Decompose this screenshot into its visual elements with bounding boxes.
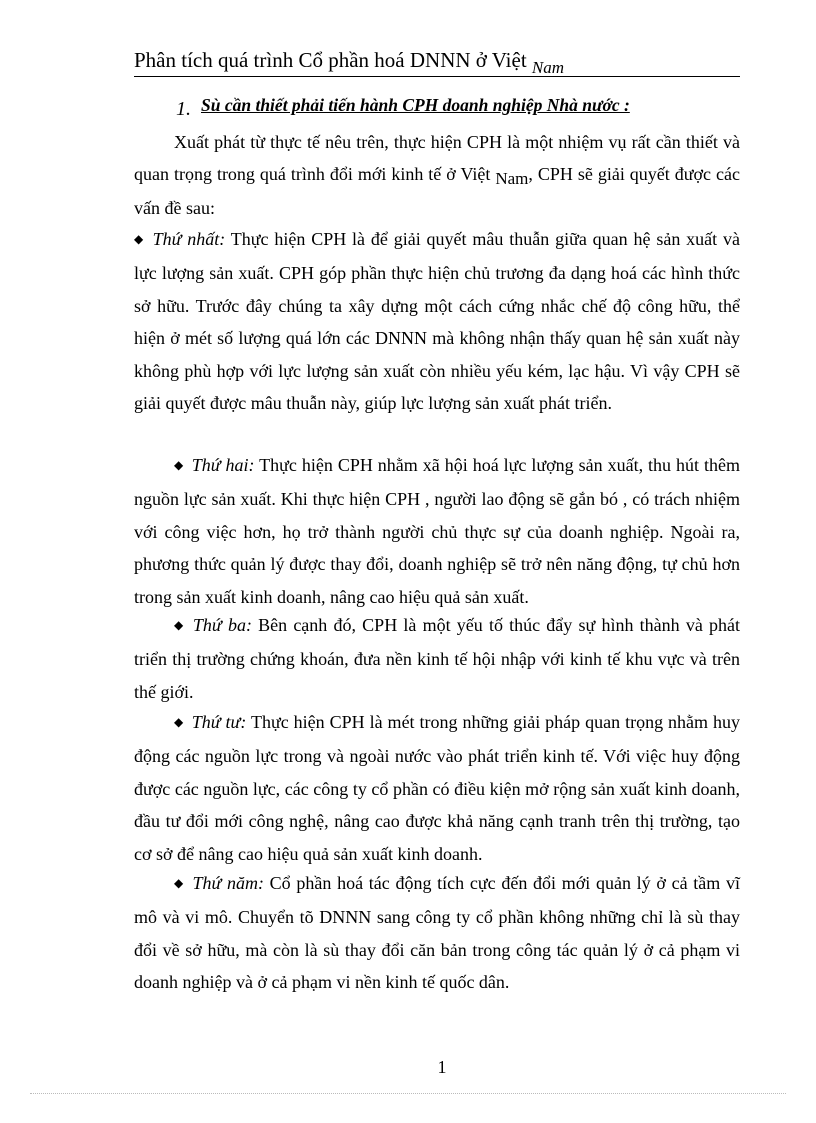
section-number: 1. (176, 98, 191, 120)
page-header (134, 46, 740, 77)
diamond-bullet-icon: ◆ (134, 232, 145, 246)
section-title: Sù cần thiết phải tiến hành CPH doanh nghiệp Nhà nước : (201, 95, 630, 115)
header-title-script: Nam (531, 58, 565, 77)
page-number: 1 (437, 1057, 447, 1077)
page-bottom-rule (30, 1093, 786, 1094)
intro-nam: Nam (495, 169, 529, 189)
intro-text-after: , CPH sẽ giải quyết được các vấn đề sau: (134, 164, 740, 218)
intro-text-before: Xuất phát từ thực tế nêu trên, thực hiện CPH là một nhiệm vụ rất cần thiết và quan trọng trong quá trình đổi mới kinh tế ở Việt (134, 132, 740, 185)
point-text: Cổ phần hoá tác động tích cực đến đổi mới quản lý ở cả tầm vĩ mô và vi mô. Chuyển tõ DNNN sang công ty cổ phần không những chỉ là sù thay đổi về sở hữu, mà còn là sù thay đổi căn bản trong công tác quản lý ở cả phạm vi doanh nghiệp và ở cả phạm vi nền kinh tế quốc dân. (134, 873, 740, 993)
diamond-bullet-icon: ◆ (174, 715, 184, 729)
diamond-bullet-icon: ◆ (174, 618, 185, 632)
point-text: Thực hiện CPH là mét trong những giải pháp quan trọng nhằm huy động các nguồn lực trong và ngoài nước vào phát triển kinh tế. Với việc huy động được các nguồn lực, các công ty cổ phần có điều kiện mở rộng sản xuất kinh doanh, đầu tư đổi mới công nghệ, nâng cao được khả năng cạnh tranh trên thị trường, tạo cơ sở để nâng cao hiệu quả sản xuất kinh doanh. (134, 712, 741, 864)
intro-paragraph (134, 126, 740, 224)
point-lead: Thứ hai: (191, 455, 255, 475)
point-paragraph-1 (134, 223, 740, 419)
diamond-bullet-icon: ◆ (174, 458, 184, 472)
header-title-main: Phân tích quá trình Cổ phần hoá DNNN ở Việt (134, 48, 527, 72)
point-text: Thực hiện CPH là để giải quyết mâu thuẫn giữa quan hệ sản xuất và lực lượng sản xuất. CPH góp phần thực hiện chủ trương đa dạng hoá các hình thức sở hữu. Trước đây chúng ta xây dựng một cách cứng nhắc chế độ công hữu, thể hiện ở mét số lượng quá lớn các DNNN mà không nhận thấy quan hệ sản xuất này không phù hợp với lực lượng sản xuất còn nhiều yếu kém, lạc hậu. Vì vậy CPH sẽ giải quyết được mâu thuẫn này, giúp lực lượng sản xuất phát triển. (134, 229, 740, 414)
point-paragraph-3 (134, 609, 740, 708)
point-lead: Thứ năm: (192, 873, 264, 893)
point-lead: Thứ nhất: (152, 229, 226, 249)
point-lead: Thứ ba: (192, 615, 252, 635)
diamond-bullet-icon: ◆ (174, 876, 185, 890)
point-text: Thực hiện CPH nhằm xã hội hoá lực lượng sản xuất, thu hút thêm nguồn lực sản xuất. Khi thực hiện CPH , người lao động sẽ gắn bó , có trách nhiệm với công việc hơn, họ trở thành người chủ thực sự của doanh nghiệp. Ngoài ra, phương thức quản lý được thay đổi, doanh nghiệp sẽ trở nên năng động, tự chủ hơn trong sản xuất kinh doanh, nâng cao hiệu quả sản xuất. (134, 455, 740, 607)
header-title (134, 48, 565, 77)
point-paragraph-2 (134, 449, 740, 613)
point-paragraph-5 (134, 867, 740, 999)
point-lead: Thứ tư: (191, 712, 247, 732)
point-text: Bên cạnh đó, CPH là một yếu tố thúc đẩy sự hình thành và phát triển thị trường chứng khoán, đưa nền kinh tế hội nhập với kinh tế khu vực và trên thế giới. (134, 615, 740, 702)
point-paragraph-4 (134, 706, 740, 870)
section-heading (176, 94, 630, 120)
